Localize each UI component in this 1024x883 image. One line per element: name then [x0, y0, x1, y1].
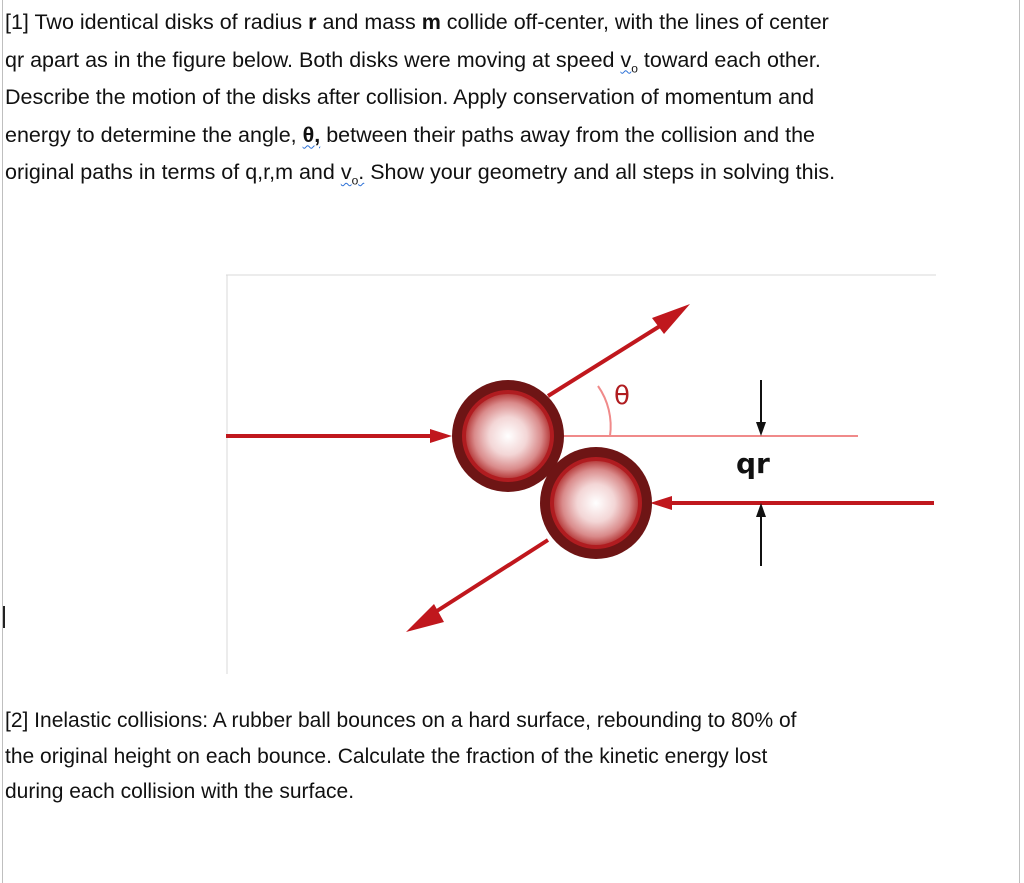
- lower-disk: [540, 447, 652, 559]
- radius-symbol: r: [308, 10, 317, 34]
- problem-1-line-2: qr apart as in the figure below. Both disks were moving at speed $v_o$ toward each other.: [5, 47, 821, 75]
- mass-symbol: m: [421, 10, 441, 34]
- incoming-arrowhead-upper: [430, 429, 452, 443]
- problem-1-line-1: [1] Two identical disks of radius r and mass m collide off-center, with the lines of center: [5, 10, 829, 34]
- problem-1-line-3: Describe the motion of the disks after collision. Apply conservation of momentum and: [5, 85, 815, 109]
- outgoing-path-lower: [426, 540, 548, 618]
- text-cursor: [3, 606, 5, 628]
- collision-diagram: [226, 274, 936, 674]
- qr-arrow-up: [756, 503, 766, 517]
- problem-1-text: [5, 4, 1017, 192]
- problem-2-line-3: during each collision with the surface.: [5, 780, 355, 803]
- problem-2-line-1: [2] Inelastic collisions: A rubber ball bounces on a hard surface, rebounding to 80% of: [5, 709, 797, 732]
- incoming-arrowhead-lower: [650, 496, 672, 510]
- problem-1-line-4: energy to determine the angle, θ, between their paths away from the collision and the: [5, 122, 816, 147]
- upper-disk: [452, 380, 564, 492]
- collision-figure: [226, 274, 936, 674]
- qr-arrow-down: [756, 422, 766, 436]
- outgoing-path-upper: [548, 316, 676, 396]
- problem-2-text: [5, 703, 1017, 810]
- problem-1-line-5: original paths in terms of q,r,m and $v_o$. Show your geometry and all steps in solving this.: [5, 160, 836, 188]
- page-left-border: [2, 0, 3, 883]
- speed-symbol: $v_o$: [620, 47, 638, 75]
- problem-2-line-2: the original height on each bounce. Calculate the fraction of the kinetic energy lost: [5, 744, 768, 768]
- qr-label: qr: [736, 447, 770, 480]
- theta-label: θ: [614, 381, 630, 411]
- speed-symbol-2: $v_o$.: [340, 160, 365, 188]
- theta-symbol: θ,: [302, 122, 321, 147]
- page-right-border: [1019, 0, 1020, 883]
- theta-arc: [598, 386, 611, 436]
